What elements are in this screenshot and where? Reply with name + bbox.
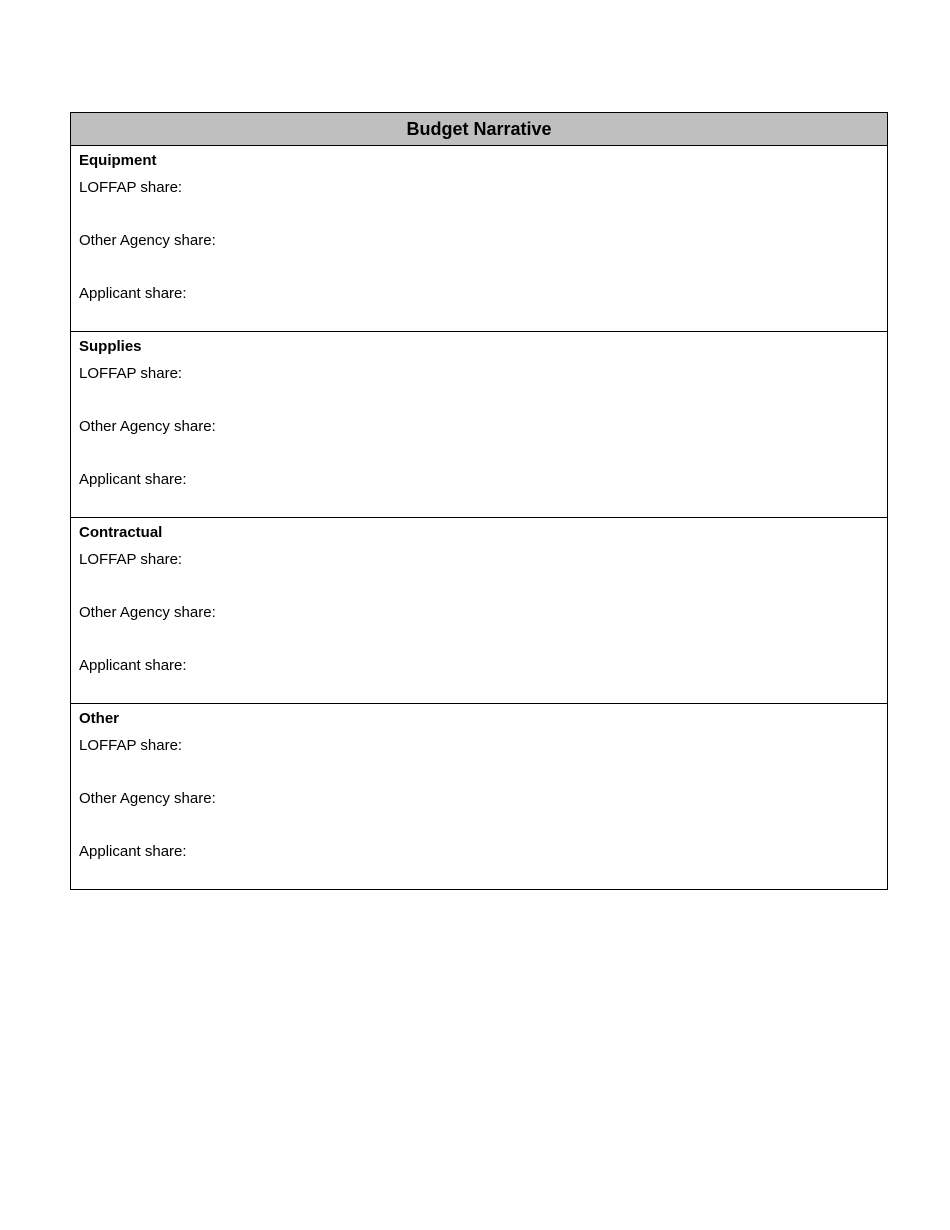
loffap-share-field[interactable]: LOFFAP share:: [79, 179, 183, 196]
budget-narrative-table: [70, 112, 888, 890]
section-title: Supplies: [79, 338, 142, 355]
applicant-share-field[interactable]: Applicant share:: [79, 285, 187, 302]
other-agency-share-field[interactable]: Other Agency share:: [79, 418, 216, 435]
section-title: Other: [79, 710, 120, 727]
other-agency-share-field[interactable]: Other Agency share:: [79, 604, 216, 621]
section-other: [71, 704, 887, 889]
other-agency-share-field[interactable]: Other Agency share:: [79, 790, 216, 807]
section-equipment: [71, 146, 887, 332]
section-contractual: [71, 518, 887, 704]
applicant-share-field[interactable]: Applicant share:: [79, 843, 187, 860]
applicant-share-field[interactable]: Applicant share:: [79, 471, 187, 488]
loffap-share-field[interactable]: LOFFAP share:: [79, 365, 183, 382]
loffap-share-field[interactable]: LOFFAP share:: [79, 737, 183, 754]
loffap-share-field[interactable]: LOFFAP share:: [79, 551, 183, 568]
section-title: Contractual: [79, 524, 163, 541]
table-title: Budget Narrative: [71, 113, 887, 146]
other-agency-share-field[interactable]: Other Agency share:: [79, 232, 216, 249]
section-supplies: [71, 332, 887, 518]
section-title: Equipment: [79, 152, 157, 169]
applicant-share-field[interactable]: Applicant share:: [79, 657, 187, 674]
